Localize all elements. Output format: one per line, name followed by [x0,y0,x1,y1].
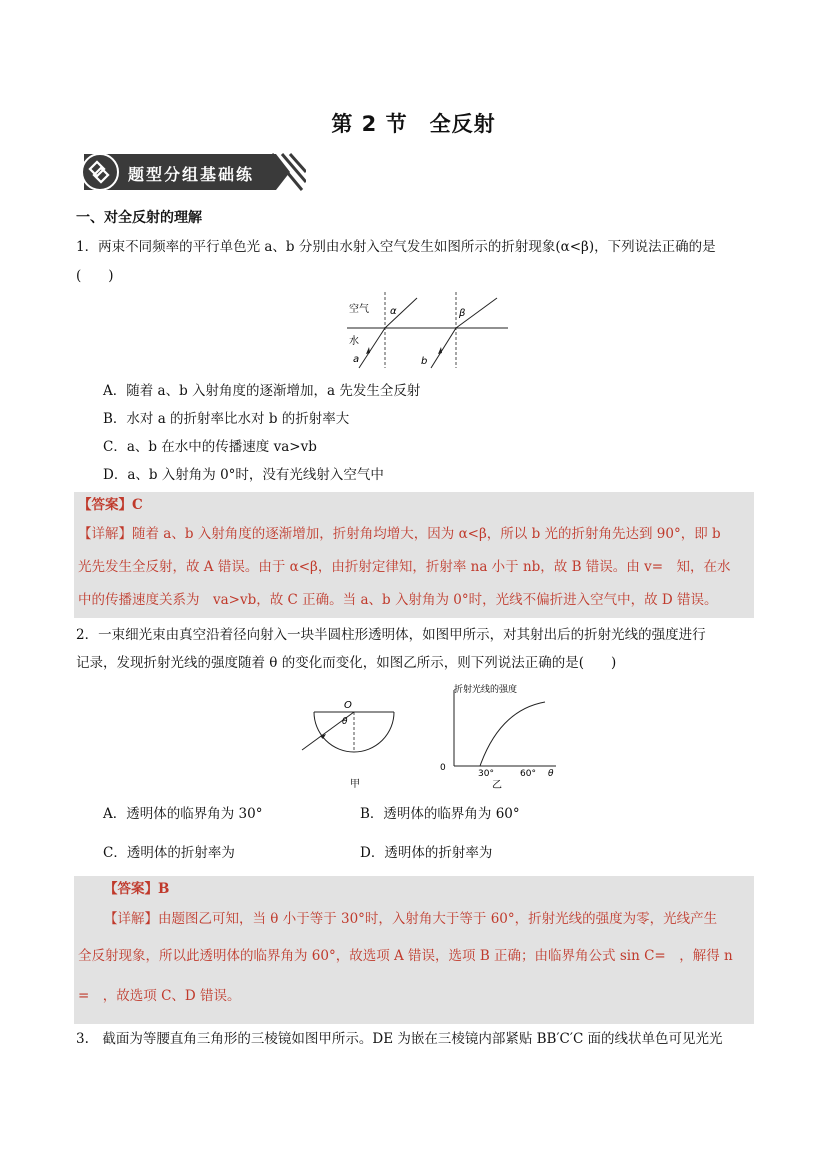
q1-fig-beta: β [459,308,466,319]
q2-option-d: D．透明体的折射率为 [360,845,493,861]
q1-option-c: C．a、b 在水中的传播速度 va>vb [103,439,317,455]
q2-detail-line3: = ，故选项 C、D 错误。 [78,988,241,1004]
q1-figure [345,290,510,370]
q2-answer-box [74,876,754,1024]
q1-detail-line3: 中的传播速度关系为 va>vb，故 C 正确。当 a、b 入射角为 0°时，光线不偏折进入空气中，故 D 错误。 [78,592,718,608]
q2-fig-origin: 0 [440,763,446,773]
q1-answer-label: 【答案】C [78,497,143,513]
banner-label: 题型分组基础练 [128,165,255,184]
q2-option-a: A．透明体的临界角为 30° [103,806,263,822]
q1-detail-line2: 光先发生全反射，故 A 错误。由于 α<β，由折射定律知，折射率 na 小于 nb，故 B 错误。由 v= 知，在水 [78,559,731,575]
q2-figure-right [440,680,560,792]
q1-option-b: B．水对 a 的折射率比水对 b 的折射率大 [103,411,350,427]
q1-fig-a: a [353,354,360,365]
q1-stem-line2: ( ) [76,268,114,284]
q2-detail-line1: 【详解】由题图乙可知，当 θ 小于等于 30°时，入射角大于等于 60°，折射光线的强度为零，光线产生 [104,911,718,927]
q2-stem-line2: 记录，发现折射光线的强度随着 θ 的变化而变化，如图乙所示，则下列说法正确的是( ) [76,655,617,671]
q2-fig-xvar: θ [548,769,554,779]
q1-answer-box [74,492,754,618]
q1-option-d: D．a、b 入射角为 0°时，没有光线射入空气中 [103,467,384,483]
page-title: 第 2 节 全反射 [331,112,496,136]
q1-detail-line1: 【详解】随着 a、b 入射角度的逐渐增加，折射角均增大，因为 α<β，所以 b 光的折射角先达到 90°，即 b [78,526,721,542]
q2-fig-tick30: 30° [478,769,494,779]
q1-fig-air: 空气 [349,304,369,315]
q3-stem-line1: 3. 截面为等腰直角三角形的三棱镜如图甲所示。DE 为嵌在三棱镜内部紧贴 BB′C′C 面的线状单色可见光光 [76,1031,723,1047]
q2-fig-right-caption: 乙 [492,780,502,791]
q2-fig-o: O [344,700,352,711]
q2-option-c: C．透明体的折射率为 [103,845,235,861]
q2-fig-tick60: 60° [520,769,536,779]
q1-stem-line1: 1．两束不同频率的平行单色光 a、b 分别由水射入空气发生如图所示的折射现象(α<β)，下列说法正确的是 [76,239,716,255]
q2-figure-left [300,690,400,790]
q2-stem-line1: 2．一束细光束由真空沿着径向射入一块半圆柱形透明体，如图甲所示，对其射出后的折射光线的强度进行 [76,627,706,643]
section-heading: 一、对全反射的理解 [76,210,202,226]
q1-fig-b: b [421,356,428,367]
q2-detail-line2: 全反射现象，所以此透明体的临界角为 60°，故选项 A 错误，选项 B 正确；由临界角公式 sin C= ，解得 n [78,948,733,964]
q2-answer-label: 【答案】B [104,881,170,897]
q2-fig-theta: θ [342,717,348,727]
q1-option-a: A．随着 a、b 入射角度的逐渐增加，a 先发生全反射 [103,383,421,399]
q1-fig-water: 水 [349,336,359,347]
q2-fig-left-caption: 甲 [350,779,360,790]
q1-fig-alpha: α [390,306,397,317]
q2-fig-ylabel: 折射光线的强度 [454,685,518,695]
q2-option-b: B．透明体的临界角为 60° [360,806,520,822]
